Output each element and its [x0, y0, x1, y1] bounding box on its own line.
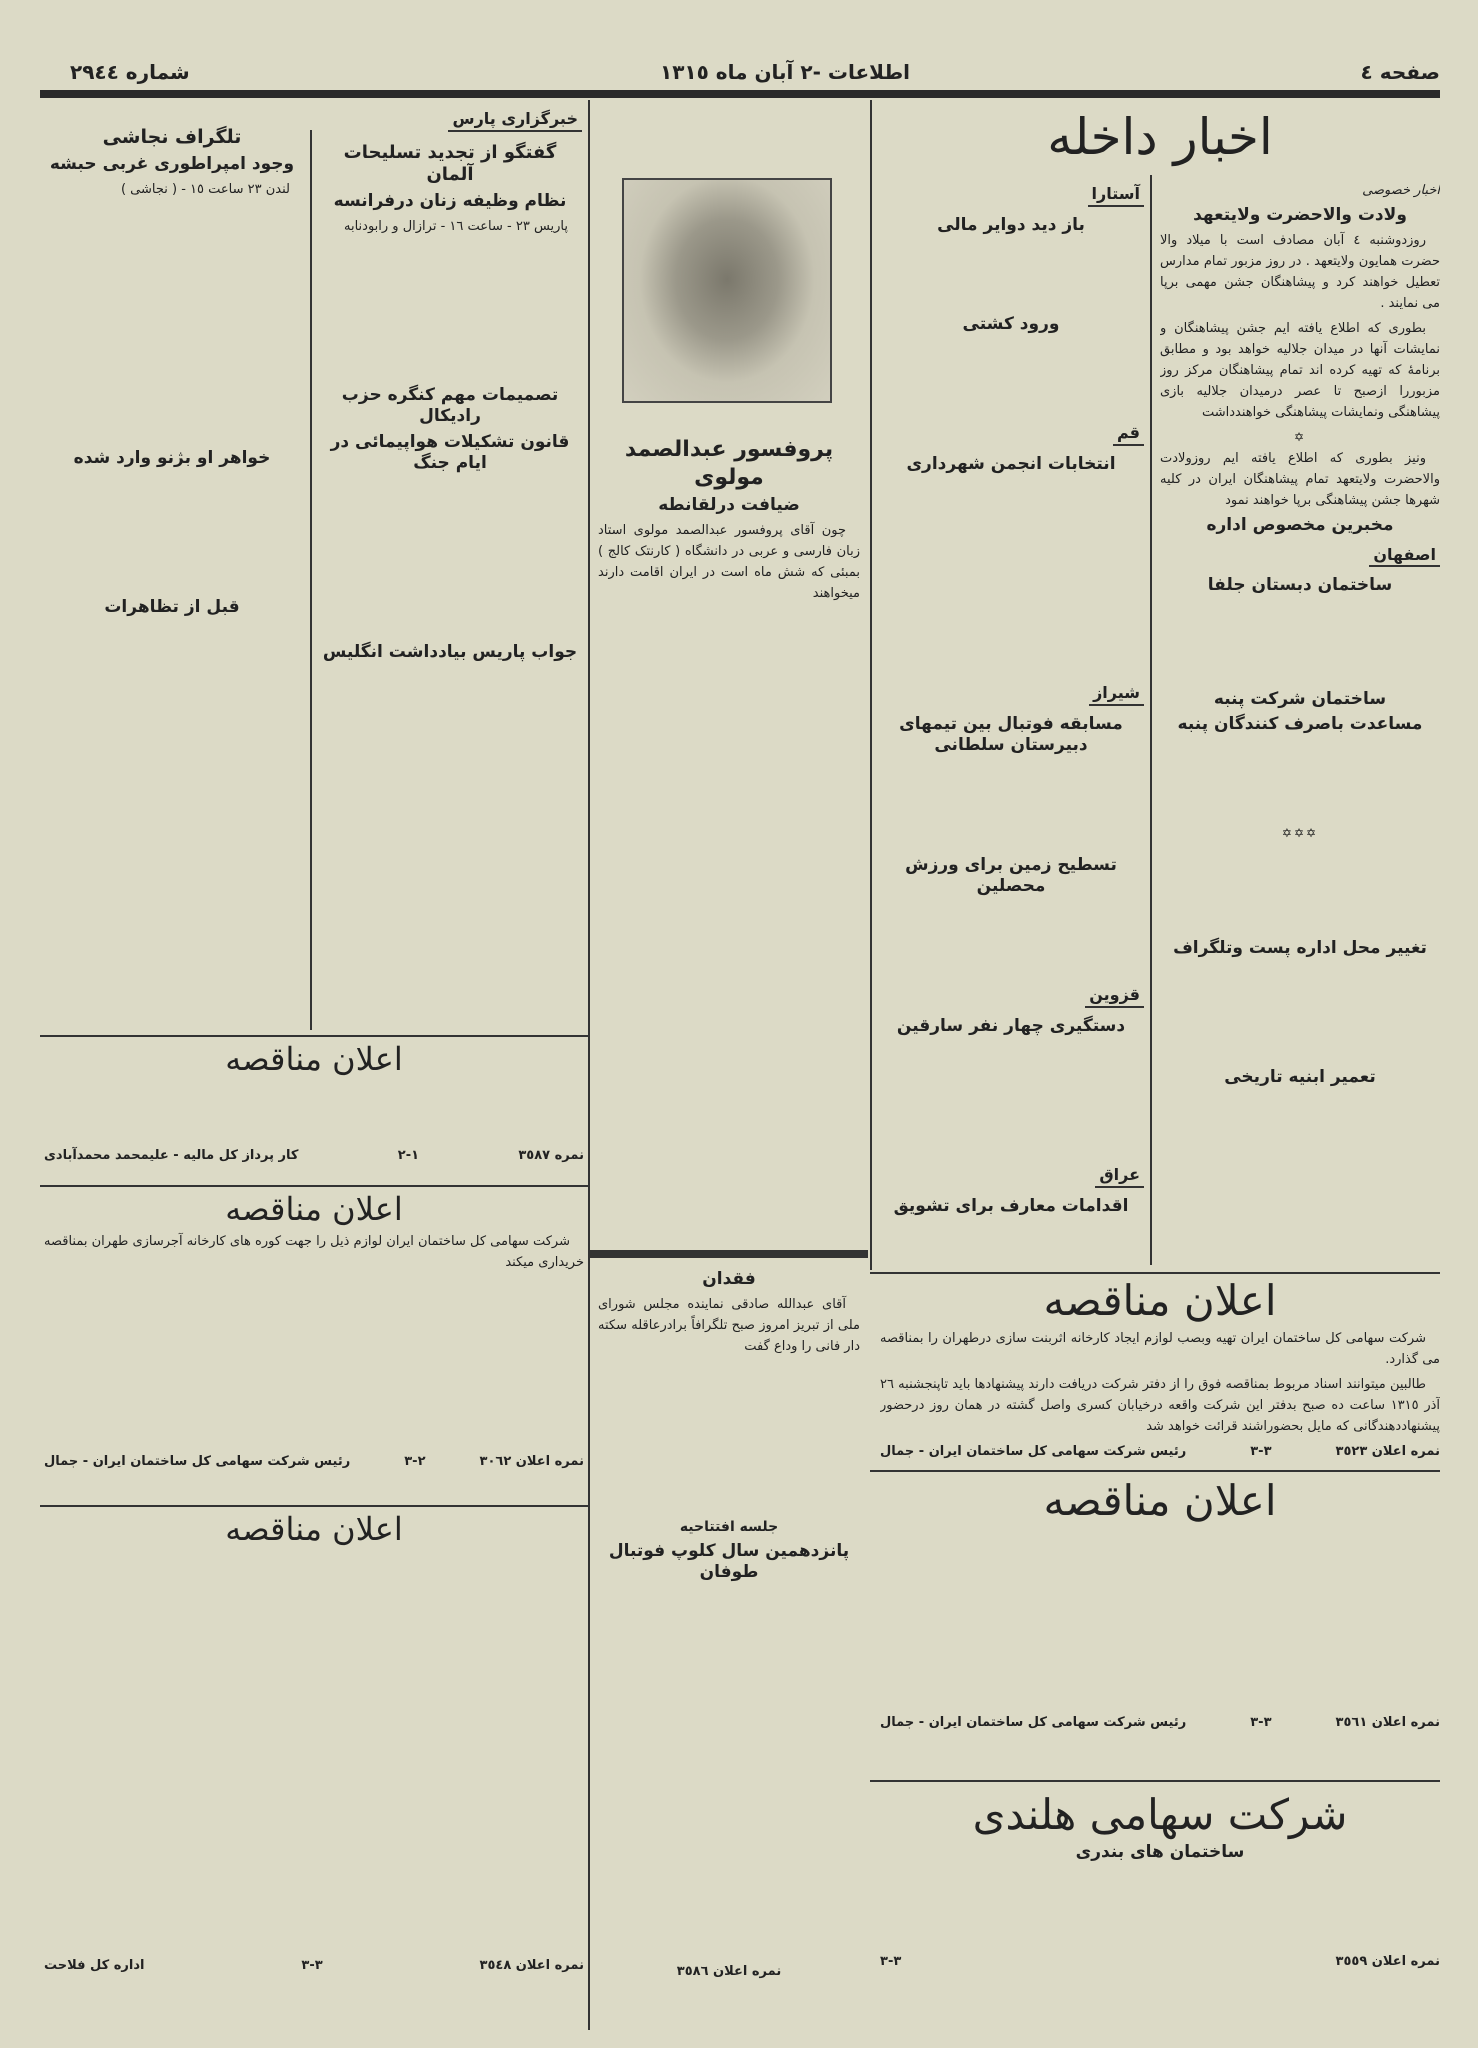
- ad-signature: کار پرداز کل مالیه - علیمحمد محمدآبادی: [44, 1148, 299, 1164]
- headline: مسابقه فوتبال بین تیمهای دبیرستان سلطانی: [899, 714, 1123, 756]
- dutch-company-ad: [880, 1790, 1440, 2030]
- headline: انتخابات انجمن شهرداری: [906, 454, 1116, 475]
- ad-part: ٣-٣: [880, 1954, 902, 1970]
- divider: [590, 1250, 868, 1258]
- professor-article: [598, 430, 860, 1240]
- paragraph: شرکت سهامی کل ساختمان ایران تهیه وبصب لوازم ایجاد کارخانه اثربنت سازی درطهران را بمناقصه می گذارد.: [880, 1331, 1440, 1368]
- paragraph: بطوری که اطلاع یافته ایم جشن پیشاهنگان و نمایشات آنها در میدان جلالیه خواهد بود و مطابق برنامهٔ که تهیه کرده اند تمام پیشاهنگان مرکز روز مزبوررا ازصبح تا عصر درمیدان جلالیه بازی پیشاهنگی ونمایشات پیشاهنگی خواهندداشت: [1160, 321, 1440, 421]
- subheadline: وجود امپراطوری غربی حبشه: [49, 153, 295, 174]
- headline: پروفسور عبدالصمد مولوی: [624, 437, 834, 490]
- paragraph: ونیز بطوری که اطلاع یافته ایم روزولادت والاحضرت ولایتعهد تمام پیشاهنگان ایران در کلیه شهرها جشن پیشاهنگی برپا خواهند نمود: [1160, 451, 1440, 509]
- section-label: عراق: [1095, 1165, 1144, 1188]
- section-label: قزوین: [1085, 985, 1144, 1008]
- headline: تسطیح زمین برای ورزش محصلین: [905, 854, 1117, 896]
- ad-number: نمره اعلان ٣٥٤٨: [479, 1958, 584, 1974]
- byline: مخبرین مخصوص اداره: [1206, 515, 1394, 536]
- divider: [40, 1505, 588, 1507]
- section-banner: اخبار داخله: [1047, 108, 1273, 166]
- divider: [870, 1470, 1440, 1472]
- ad-signature: رئیس شرکت سهامی کل ساختمان ایران - جمال: [880, 1715, 1187, 1731]
- page-number: صفحه ٤: [1360, 60, 1440, 84]
- tender-ad-5: [880, 1476, 1440, 1776]
- regional-news-column: [878, 180, 1144, 1270]
- tender-ad-3: [44, 1510, 584, 2030]
- section-label: خبرگزاری پارس: [448, 109, 582, 132]
- domestic-banner: [880, 105, 1440, 175]
- headline: اقدامات معارف برای تشویق: [893, 1195, 1129, 1216]
- paragraph: شرکت سهامی کل ساختمان ایران لوازم ذیل را جهت کوره های کارخانه آجرسازی طهران بمناقصه خریداری میکند: [44, 1234, 584, 1271]
- divider: [310, 130, 312, 1030]
- paragraph: طالبین میتوانند اسناد مربوط بمناقصه فوق را از دفتر شرکت دریافت دارند پیشنهادها باید تاپنجشنبه ٢٦ آذر ١٣١٥ ساعت ده صبح بدفتر این شرکت واقعه درخیابان کسری واصل گشته در همان روز درحضور پیشنهاددهندگانی که مایل بحضوراشند قرائت خواهد شد: [880, 1377, 1440, 1435]
- section-label: شیراز: [1089, 683, 1144, 706]
- headline: تصمیمات مهم کنگره حزب رادیکال: [341, 385, 559, 427]
- subheadline: ضیافت درلقانطه: [658, 495, 800, 515]
- subheadline: ساختمان های بندری: [1075, 1842, 1245, 1863]
- masthead: [40, 50, 1440, 90]
- ad-signature: اداره کل فلاحت: [44, 1958, 145, 1974]
- masthead-rule: [40, 90, 1440, 98]
- headline: ساختمان شرکت پنبه: [1213, 688, 1387, 709]
- headline: فقدان: [702, 1269, 756, 1289]
- headline: قبل از تظاهرات: [104, 597, 240, 618]
- ornament: ✡✡✡: [1281, 826, 1319, 841]
- divider: [870, 100, 872, 1270]
- divider: [870, 1780, 1440, 1782]
- headline: مساعدت باصرف کنندگان پنبه: [1177, 713, 1423, 734]
- section-label: آستارا: [1088, 184, 1144, 207]
- headline: خواهر او بژنو وارد شده: [73, 448, 271, 468]
- headline: دستگیری چهار نفر سارقین: [896, 1015, 1126, 1036]
- ad-part: ٢-٣: [404, 1454, 426, 1470]
- section-label: قم: [1113, 423, 1144, 446]
- divider: [870, 1272, 1440, 1274]
- headline: تعمیر ابنیه تاریخی: [1224, 1067, 1376, 1088]
- headline: باز دید دوایر مالی: [937, 214, 1085, 235]
- ethiopia-column: [40, 120, 304, 1030]
- paragraph: چون آقای پروفسور عبدالصمد مولوی استاد زبان فارسی و عربی در دانشگاه ( کارنتک کالج ) بمبئی که شش ماه است در ایران اقامت دارند میخواهند: [598, 523, 860, 602]
- ad-number: نمره اعلان ٣٥٨٦: [676, 1964, 782, 1979]
- headline: ساختمان دبستان جلفا: [1207, 575, 1393, 596]
- newspaper-date: اطلاعات -٢ آبان ماه ١٣١٥: [660, 60, 911, 84]
- headline: تلگراف نجاشی: [102, 126, 242, 148]
- subheadline: نظام وظیفه زنان درفرانسه: [333, 190, 567, 211]
- ad-title: اعلان مناقصه: [1043, 1276, 1277, 1325]
- ad-number: نمره اعلان ٣٥٦١: [1335, 1715, 1440, 1731]
- ad-part: ١-٢: [397, 1148, 420, 1164]
- ad-title: شرکت سهامی هلندی: [972, 1790, 1348, 1839]
- paragraph: پاریس ٢٣ - ساعت ١٦ - ترازال و رابودنابه: [343, 219, 568, 235]
- headline: جواب پاریس بیادداشت انگلیس: [322, 642, 578, 663]
- paragraph: روزدوشنبه ٤ آبان مصادف است با میلاد والا حضرت همایون ولایتعهد . در روز مزبور تمام مدارس تعطیل خواهند کرد و پیشاهنگان جشن مهمی برپا می نمایند .: [1160, 233, 1440, 312]
- pars-agency-column: [318, 105, 582, 1030]
- issue-number: شماره ٢٩٤٤: [70, 60, 190, 84]
- ad-part: ٣-٣: [1250, 1715, 1272, 1731]
- paragraph: آقای عبدالله صادقی نماینده مجلس شورای ملی از تبریز امروز صبح تلگرافاً برادرعاقله سکته دار فانی را وداع گفت: [598, 1297, 860, 1355]
- portrait-photo: [622, 178, 832, 403]
- ad-title: اعلان مناقصه: [225, 1190, 403, 1228]
- ad-number: نمره اعلان ٣٥٢٣: [1335, 1444, 1440, 1460]
- tender-ad-4: [880, 1276, 1440, 1469]
- headline: ورود کشتی: [962, 314, 1060, 335]
- subheadline: قانون تشکیلات هواپیمائی در ایام جنگ: [330, 431, 570, 473]
- label: جلسه افتتاحیه: [679, 1519, 779, 1535]
- ad-number: نمره ٣٥٨٧: [518, 1148, 584, 1164]
- divider: [1150, 175, 1152, 1265]
- special-news-column: [1160, 180, 1440, 1270]
- paragraph: لندن ٢٣ ساعت ١٥ - ( نجاشی ): [120, 182, 290, 197]
- special-label: اخبار خصوصی: [1362, 183, 1440, 198]
- ad-part: ٣-٣: [301, 1958, 323, 1974]
- headline: تغییر محل اداره پست وتلگراف: [1173, 938, 1427, 959]
- headline: پانزدهمین سال کلوپ فوتبال طوفان: [608, 1540, 850, 1582]
- tender-ad-2: [44, 1190, 584, 1502]
- football-article: [598, 1515, 860, 2030]
- obituary: [598, 1265, 860, 1505]
- ad-title: اعلان مناقصه: [225, 1040, 403, 1078]
- headline: ولادت والاحضرت ولایتعهد: [1193, 205, 1407, 225]
- divider: [40, 1035, 588, 1037]
- ad-title: اعلان مناقصه: [1043, 1476, 1277, 1525]
- section-label: اصفهان: [1369, 545, 1440, 568]
- divider: [588, 100, 590, 2030]
- ad-signature: رئیس شرکت سهامی کل ساختمان ایران - جمال: [880, 1444, 1187, 1460]
- ad-title: اعلان مناقصه: [225, 1510, 403, 1548]
- ad-number: نمره اعلان ٣٠٦٢: [479, 1454, 584, 1470]
- ornament: ✡: [1293, 430, 1307, 445]
- headline: گفتگو از تجدید تسلیحات آلمان: [343, 141, 557, 186]
- ad-number: نمره اعلان ٣٥٥٩: [1335, 1954, 1440, 1970]
- ad-signature: رئیس شرکت سهامی کل ساختمان ایران - جمال: [44, 1454, 351, 1470]
- divider: [40, 1185, 588, 1187]
- ad-part: ٣-٣: [1250, 1444, 1272, 1460]
- tender-ad-1: [44, 1040, 584, 1182]
